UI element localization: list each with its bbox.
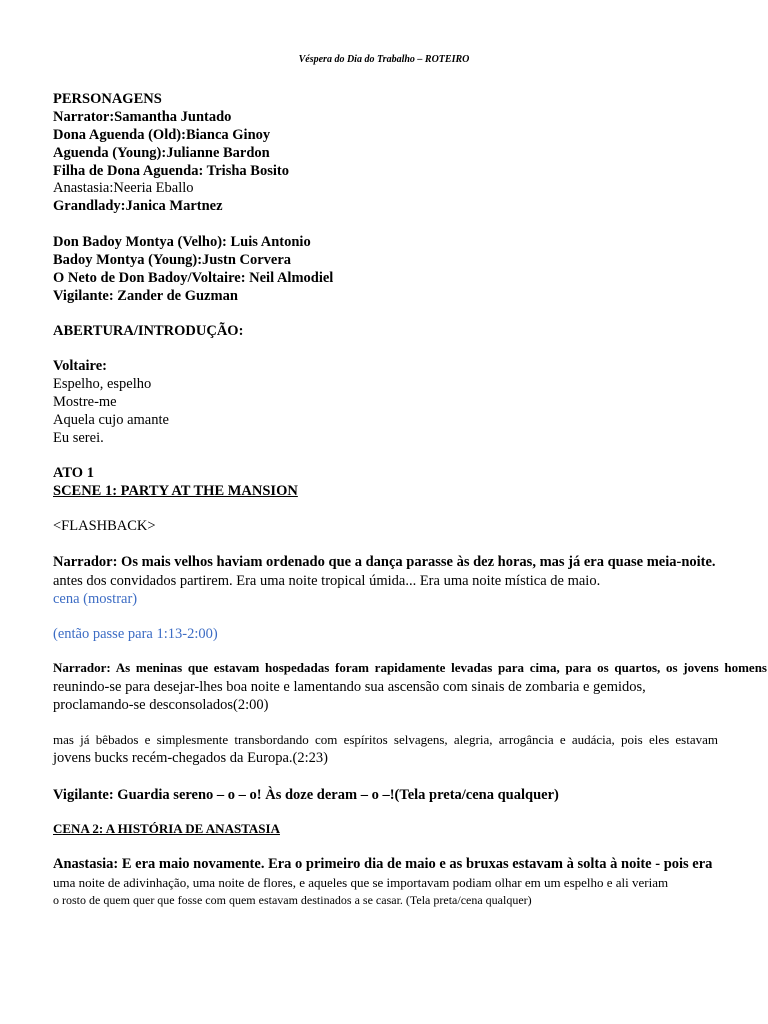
cast-item: Dona Aguenda (Old):Bianca Ginoy: [53, 127, 271, 143]
cast-item: Vigilante: Zander de Guzman: [53, 288, 238, 304]
cast-item: Badoy Montya (Young):Justn Corvera: [53, 252, 292, 268]
anastasia-line: Anastasia: E era maio novamente. Era o primeiro dia de maio e as bruxas estavam à solta à noite - pois era: [53, 856, 713, 872]
paragraph-line: mas já bêbados e simplesmente transbordando com espíritos selvagens, alegria, arrogância e audácia, pois eles estavam: [53, 732, 718, 747]
cast-item: Aguenda (Young):Julianne Bardon: [53, 145, 270, 161]
paragraph-line: jovens bucks recém-chegados da Europa.(2:23): [53, 750, 328, 766]
anastasia-line: uma noite de adivinhação, uma noite de flores, e aqueles que se importavam podiam olhar em um espelho e ali veriam: [53, 875, 669, 890]
narrator-line: reunindo-se para desejar-lhes boa noite e lamentando sua ascensão com sinais de zombaria e gemidos,: [53, 679, 646, 695]
speaker-voltaire: Voltaire:: [53, 358, 107, 374]
cast-item: O Neto de Don Badoy/Voltaire: Neil Almodiel: [53, 270, 334, 286]
flashback-marker: <FLASHBACK>: [53, 518, 156, 534]
document-title: Véspera do Dia do Trabalho – ROTEIRO: [298, 54, 470, 65]
cast-heading: PERSONAGENS: [53, 91, 162, 107]
anastasia-line: o rosto de quem quer que fosse com quem estavam destinados a se casar. (Tela preta/cena qualquer): [53, 893, 532, 907]
scene2-heading: CENA 2: A HISTÓRIA DE ANASTASIA: [53, 821, 280, 836]
vigilante-line: Vigilante: Guardia sereno – o – o! Às doze deram – o –!(Tela preta/cena qualquer): [53, 787, 559, 803]
cast-item: Anastasia:Neeria Eballo: [53, 180, 194, 196]
act-heading: ATO 1: [53, 465, 94, 481]
cast-item: Don Badoy Montya (Velho): Luis Antonio: [53, 234, 311, 250]
cast-item: Narrator:Samantha Juntado: [53, 109, 232, 125]
verse-line: Aquela cujo amante: [53, 412, 169, 428]
verse-line: Espelho, espelho: [53, 376, 152, 392]
cast-item: Grandlady:Janica Martnez: [53, 198, 223, 214]
narrator-line: Narrador: As meninas que estavam hospedadas foram rapidamente levadas para cima, para os quartos, os jovens homens: [53, 660, 767, 675]
narrator-line: Narrador: Os mais velhos haviam ordenado que a dança parasse às dez horas, mas já era quase meia-noite.: [53, 554, 716, 570]
opening-heading: ABERTURA/INTRODUÇÃO:: [53, 323, 244, 339]
scene-cue: (então passe para 1:13-2:00): [53, 626, 218, 642]
verse-line: Mostre-me: [53, 394, 117, 410]
scene1-heading: SCENE 1: PARTY AT THE MANSION: [53, 483, 298, 499]
narrator-line: proclamando-se desconsolados(2:00): [53, 697, 269, 713]
cast-item: Filha de Dona Aguenda: Trisha Bosito: [53, 163, 289, 179]
verse-line: Eu serei.: [53, 430, 104, 446]
scene-cue: cena (mostrar): [53, 591, 138, 607]
narrator-line: antes dos convidados partirem. Era uma noite tropical úmida... Era uma noite mística de maio.: [53, 573, 601, 589]
